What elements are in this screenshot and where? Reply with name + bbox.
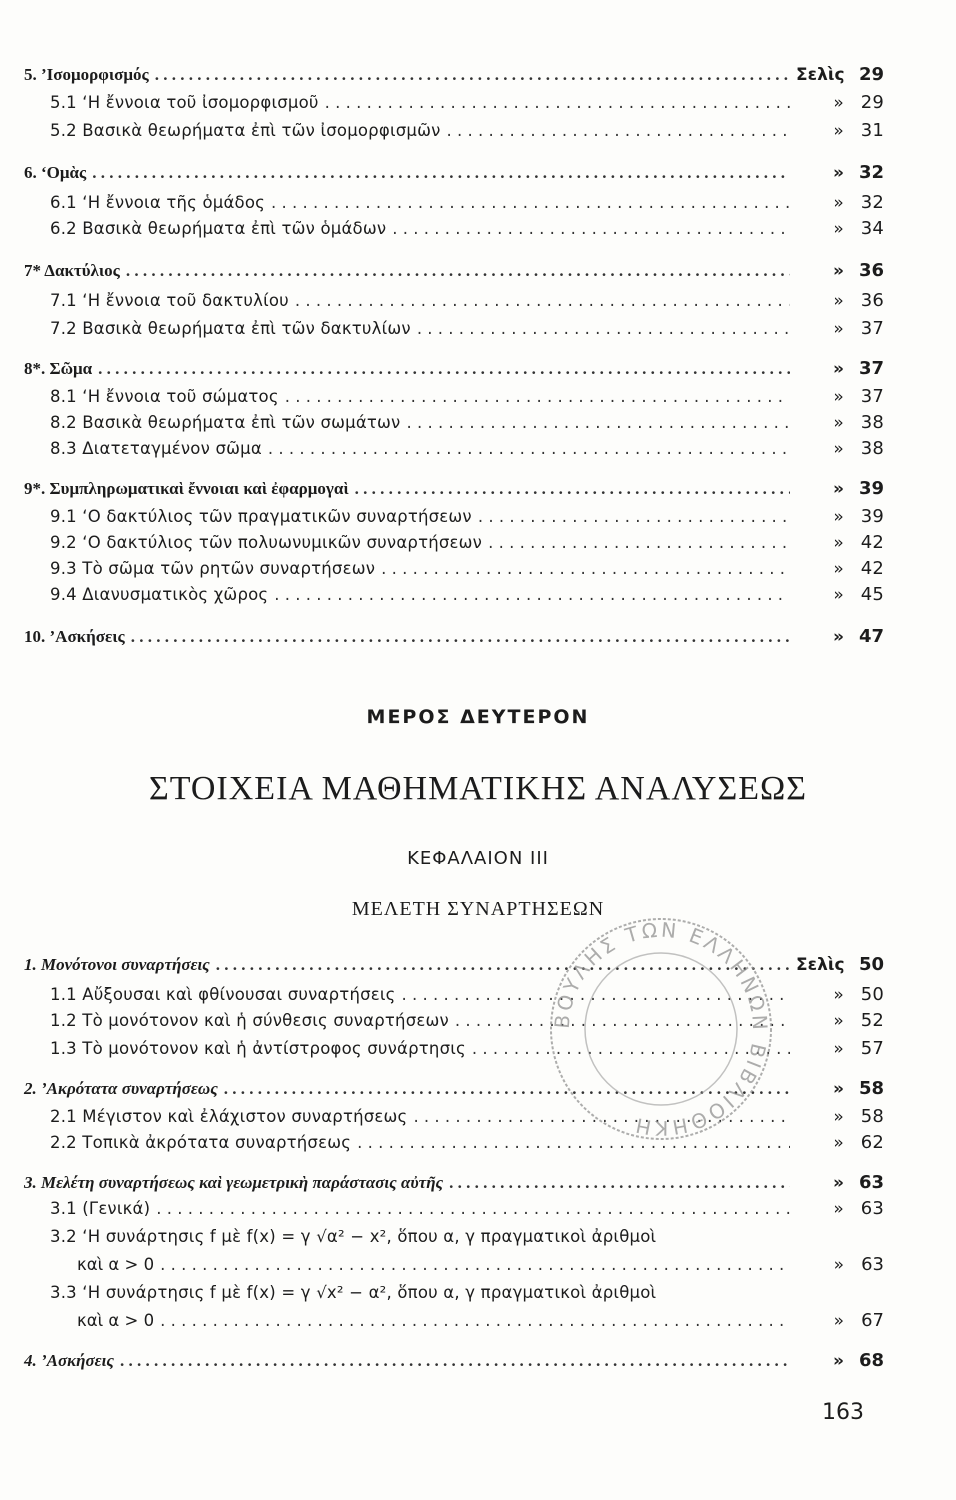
toc-entry-label: καὶ α > 0 xyxy=(77,1311,155,1330)
toc-page-marker: Σελὶς xyxy=(796,65,845,85)
toc-page-number: 45 xyxy=(860,584,884,605)
toc-page-marker: » xyxy=(833,193,844,213)
toc-entry xyxy=(50,316,884,342)
toc-entry-label: 9.1 ‘Ο δακτύλιος τῶν πραγματικῶν συναρτήσεων xyxy=(50,507,472,526)
toc-page-number: 37 xyxy=(860,386,884,407)
toc-entry-label: 10. ’Ασκήσεις xyxy=(24,627,125,646)
toc-entry-label: 6.1 ‘Η ἔννοια τῆς ὁμάδος xyxy=(50,193,265,212)
toc-entry-label: 5.2 Βασικὰ θεωρήματα ἐπὶ τῶν ἰσομορφισμῶν xyxy=(50,121,441,140)
toc-entry xyxy=(50,190,884,216)
toc-page-marker: » xyxy=(833,585,844,605)
toc-page-number: 57 xyxy=(860,1038,884,1059)
toc-entry-label: 9*. Συμπληρωματικαὶ ἔννοιαι καὶ ἐφαρμογαὶ xyxy=(24,479,349,498)
dot-leader xyxy=(285,384,790,410)
toc-page-number: 31 xyxy=(860,120,884,141)
toc-page-number: 34 xyxy=(860,218,884,239)
toc-entry-label: 3.1 (Γενικά) xyxy=(50,1199,151,1218)
toc-page-number: 32 xyxy=(858,162,884,183)
dot-leader xyxy=(381,556,790,582)
part-heading: ΜΕΡΟΣ ΔΕΥΤΕΡΟΝ xyxy=(366,706,590,728)
toc-entry xyxy=(50,216,884,242)
toc-page-number: 42 xyxy=(860,558,884,579)
toc-page-number: 29 xyxy=(860,92,884,113)
toc-page-marker: » xyxy=(833,1011,844,1031)
toc-page-number: 37 xyxy=(858,358,884,379)
toc-page-marker: » xyxy=(833,559,844,579)
dot-leader xyxy=(295,288,790,314)
stamp-text: ΒΟΥΛΗΣ ΤΩΝ ΕΛΛΗΝΩΝ ΒΙΒΛΙΟΘΗΚΗ xyxy=(549,917,773,1141)
dot-leader xyxy=(126,258,790,284)
dot-leader xyxy=(131,624,790,650)
dot-leader xyxy=(268,436,790,462)
toc-entry xyxy=(77,1308,884,1334)
toc-entry-label: 9.2 ‘Ο δακτύλιος τῶν πολυωνυμικῶν συναρτήσεων xyxy=(50,533,483,552)
toc-page-number: 58 xyxy=(858,1078,884,1099)
toc-entry-label: 1.3 Τὸ μονότονον καὶ ἡ ἀντίστροφος συνάρτησις xyxy=(50,1039,466,1058)
dot-leader xyxy=(156,1196,790,1222)
toc-page-marker: » xyxy=(833,121,844,141)
toc-page-marker: Σελὶς xyxy=(796,955,845,975)
dot-leader xyxy=(92,160,790,186)
toc-page-number: 50 xyxy=(860,984,884,1005)
toc-entry xyxy=(50,118,884,144)
toc-page-number: 62 xyxy=(860,1132,884,1153)
toc-entry xyxy=(50,1224,884,1250)
toc-page-marker: » xyxy=(833,479,844,499)
toc-page-number: 68 xyxy=(858,1350,884,1371)
toc-page-marker: » xyxy=(833,627,844,647)
toc-entry-label: 7.1 ‘Η ἔννοια τοῦ δακτυλίου xyxy=(50,291,289,310)
toc-entry-label: 7* Δακτύλιος xyxy=(24,261,120,280)
toc-page-number: 63 xyxy=(860,1198,884,1219)
toc-entry-label: 5.1 ‘Η ἔννοια τοῦ ἰσομορφισμοῦ xyxy=(50,93,319,112)
toc-entry xyxy=(24,476,884,502)
toc-page-marker: » xyxy=(833,261,844,281)
toc-page-number: 42 xyxy=(860,532,884,553)
toc-entry xyxy=(50,1280,884,1306)
toc-entry-label: 7.2 Βασικὰ θεωρήματα ἐπὶ τῶν δακτυλίων xyxy=(50,319,411,338)
toc-entry-label: 3.2 ‘Η συνάρτησις f μὲ f(x) = γ √α² − x², ὅπου α, γ πραγματικοὶ ἀριθμοὶ xyxy=(50,1227,657,1246)
dot-leader xyxy=(120,1348,790,1374)
toc-entry-label: 4. ’Ασκήσεις xyxy=(24,1351,114,1370)
toc-entry-label: 6. ‘Ομὰς xyxy=(24,163,87,182)
toc-entry-label: 1. Μονότονοι συναρτήσεις xyxy=(24,955,210,974)
dot-leader xyxy=(271,190,790,216)
toc-entry xyxy=(50,384,884,410)
toc-entry xyxy=(24,258,884,284)
toc-page-number: 37 xyxy=(860,318,884,339)
toc-page-marker: » xyxy=(833,387,844,407)
toc-entry-label: 8.1 ‘Η ἔννοια τοῦ σώματος xyxy=(50,387,279,406)
toc-entry xyxy=(50,410,884,436)
toc-page-marker: » xyxy=(833,533,844,553)
dot-leader xyxy=(449,1170,790,1196)
dot-leader xyxy=(98,356,790,382)
toc-entry xyxy=(50,582,884,608)
toc-page-marker: » xyxy=(833,1107,844,1127)
toc-entry xyxy=(77,1252,884,1278)
toc-page-marker: » xyxy=(833,163,844,183)
toc-page-marker: » xyxy=(833,219,844,239)
toc-page-marker: » xyxy=(833,1351,844,1371)
dot-leader xyxy=(392,216,790,242)
toc-page-number: 39 xyxy=(858,478,884,499)
toc-entry xyxy=(50,288,884,314)
toc-page-number: 67 xyxy=(861,1310,884,1331)
toc-page-number: 50 xyxy=(858,954,884,975)
dot-leader xyxy=(447,118,790,144)
dot-leader xyxy=(417,316,790,342)
toc-entry-label: 8.2 Βασικὰ θεωρήματα ἐπὶ τῶν σωμάτων xyxy=(50,413,401,432)
toc-entry-label: 2. ’Ακρότατα συναρτήσεως xyxy=(24,1079,218,1098)
toc-page-number: 58 xyxy=(860,1106,884,1127)
toc-entry-label: 3. Μελέτη συναρτήσεως καὶ γεωμετρικὴ παράστασις αὐτῆς xyxy=(24,1173,444,1192)
dot-leader xyxy=(155,62,790,88)
toc-entry xyxy=(24,624,884,650)
toc-entry xyxy=(50,436,884,462)
toc-page-marker: » xyxy=(833,507,844,527)
toc-entry-label: 3.3 ‘Η συνάρτησις f μὲ f(x) = γ √x² − α², ὅπου α, γ πραγματικοὶ ἀριθμοὶ xyxy=(50,1283,657,1302)
toc-entry xyxy=(24,1348,884,1374)
library-stamp-icon xyxy=(536,904,786,1154)
dot-leader xyxy=(160,1308,790,1334)
toc-entry xyxy=(24,1170,884,1196)
dot-leader xyxy=(160,1252,790,1278)
toc-page-marker: » xyxy=(833,1173,844,1193)
toc-page-number: 36 xyxy=(858,260,884,281)
toc-entry-label: 2.1 Μέγιστον καὶ ἐλάχιστον συναρτήσεως xyxy=(50,1107,408,1126)
toc-entry xyxy=(50,1196,884,1222)
toc-page-number: 52 xyxy=(860,1010,884,1031)
toc-page-number: 63 xyxy=(861,1254,884,1275)
toc-page-number: 38 xyxy=(860,438,884,459)
toc-page-number: 47 xyxy=(858,626,884,647)
toc-page-marker: » xyxy=(833,93,844,113)
toc-entry-label: 9.3 Τὸ σῶμα τῶν ρητῶν συναρτήσεων xyxy=(50,559,376,578)
toc-entry xyxy=(24,62,884,88)
toc-page-number: 29 xyxy=(858,64,884,85)
toc-page-marker: » xyxy=(833,413,844,433)
book-title: ΣΤΟΙΧΕΙΑ ΜΑΘΗΜΑΤΙΚΗΣ ΑΝΑΛΥΣΕΩΣ xyxy=(148,770,808,807)
toc-entry-label: καὶ α > 0 xyxy=(77,1255,155,1274)
toc-page-number: 39 xyxy=(860,506,884,527)
dot-leader xyxy=(325,90,790,116)
toc-entry-label: 1.2 Τὸ μονότονον καὶ ἡ σύνθεσις συναρτήσεων xyxy=(50,1011,449,1030)
toc-page-marker: » xyxy=(833,439,844,459)
dot-leader xyxy=(406,410,790,436)
chapter-label: ΚΕΦΑΛΑΙΟΝ III xyxy=(407,848,549,869)
toc-page-marker: » xyxy=(833,1311,844,1331)
toc-entry xyxy=(50,504,884,530)
toc-entry xyxy=(50,530,884,556)
toc-entry-label: 8.3 Διατεταγμένον σῶμα xyxy=(50,439,262,458)
toc-page-marker: » xyxy=(833,319,844,339)
toc-entry xyxy=(24,356,884,382)
chapter-title: ΜΕΛΕΤΗ ΣΥΝΑΡΤΗΣΕΩΝ xyxy=(351,898,605,920)
toc-page-marker: » xyxy=(833,1039,844,1059)
toc-page-marker: » xyxy=(833,1199,844,1219)
toc-entry-label: 5. ’Ισομορφισμός xyxy=(24,65,149,84)
toc-page-number: 36 xyxy=(860,290,884,311)
toc-page-marker: » xyxy=(833,1133,844,1153)
page-number: 163 xyxy=(822,1400,864,1425)
toc-page-number: 38 xyxy=(860,412,884,433)
toc-page-marker: » xyxy=(833,1255,844,1275)
dot-leader xyxy=(274,582,790,608)
toc-page-marker: » xyxy=(833,359,844,379)
dot-leader xyxy=(478,504,790,530)
toc-page-number: 63 xyxy=(858,1172,884,1193)
dot-leader xyxy=(355,476,790,502)
toc-entry-label: 2.2 Τοπικὰ ἀκρότατα συναρτήσεως xyxy=(50,1133,352,1152)
toc-entry-label: 8*. Σῶμα xyxy=(24,359,93,378)
toc-entry xyxy=(50,90,884,116)
toc-entry-label: 1.1 Αὔξουσαι καὶ φθίνουσαι συναρτήσεις xyxy=(50,985,396,1004)
toc-page-marker: » xyxy=(833,1079,844,1099)
toc-page-number: 32 xyxy=(860,192,884,213)
toc-entry-label: 6.2 Βασικὰ θεωρήματα ἐπὶ τῶν ὁμάδων xyxy=(50,219,387,238)
toc-entry-label: 9.4 Διανυσματικὸς χῶρος xyxy=(50,585,269,604)
toc-entry xyxy=(24,160,884,186)
toc-entry xyxy=(50,556,884,582)
toc-page-marker: » xyxy=(833,291,844,311)
dot-leader xyxy=(488,530,790,556)
toc-page-marker: » xyxy=(833,985,844,1005)
